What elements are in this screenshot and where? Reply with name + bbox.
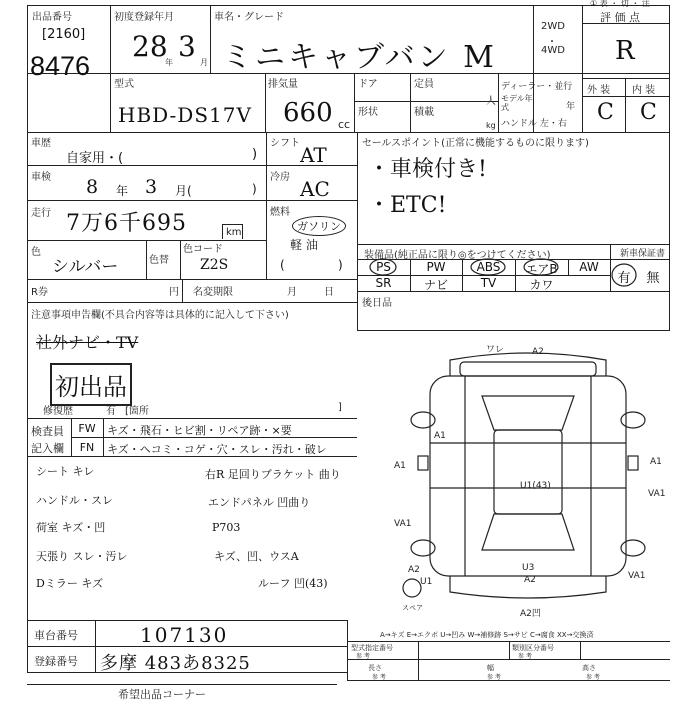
ac-value: AC xyxy=(300,177,330,201)
lot-sub-number: [2160] xyxy=(42,27,86,42)
first-reg-month: 3 xyxy=(178,30,196,63)
mark-a1-front-left: A1 xyxy=(434,431,446,441)
selling-points-label: セールスポイント(正常に機能するものに限ります) xyxy=(362,138,589,149)
desired-corner-label: 希望出品コーナー xyxy=(118,688,206,701)
inspector-label-top: 検査員 xyxy=(31,425,64,438)
mileage-value: 7万6千695 xyxy=(66,211,187,236)
grade-value: R xyxy=(615,36,635,66)
equip-pw: PW xyxy=(426,260,446,274)
recycle-unit: 円 xyxy=(169,287,179,298)
chassis-label: 車台番号 xyxy=(34,629,78,642)
interior-grade: C xyxy=(640,100,657,125)
mark-a1-right: A1 xyxy=(650,457,662,467)
lot-number-label: 出品番号 xyxy=(32,12,72,23)
equip-ps: PS xyxy=(376,260,391,274)
repair-place-close: ] xyxy=(338,402,342,413)
load-unit: kg xyxy=(486,121,496,130)
height-label: 高さ xyxy=(582,664,596,672)
top-note: ① 表 ・ 切 ・ 注 xyxy=(590,0,650,8)
mark-u1-rear: U1 xyxy=(420,577,433,587)
airbag-circle xyxy=(524,259,558,275)
displacement-label: 排気量 xyxy=(268,79,298,90)
rear-seat-label: 後日品 xyxy=(362,298,392,309)
inspection-year-unit: 年 xyxy=(116,184,129,198)
comment-end-panel: エンドパネル 凹曲り xyxy=(208,496,311,509)
inspection-month-unit: 月( xyxy=(175,184,192,198)
equip-leather: カワ xyxy=(529,278,554,292)
shape-label: 形状 xyxy=(358,107,378,118)
fuel-paren-open: ( xyxy=(280,258,285,272)
inspection-month: 3 xyxy=(145,176,158,198)
color-code: Z2S xyxy=(200,257,229,273)
ps-circle xyxy=(370,259,396,275)
comment-handle: ハンドル・スレ xyxy=(36,494,113,507)
height-ref: 参 考 xyxy=(586,674,600,681)
wheel-rear-right xyxy=(621,540,645,556)
mark-u1-roof: U1(43) xyxy=(520,481,551,491)
repair-place-label: [箇所 xyxy=(125,406,149,417)
fw-code: FW xyxy=(78,422,96,435)
registration-number: 多摩 483あ8325 xyxy=(100,653,251,674)
fn-items: キズ・ヘコミ・コゲ・穴・スレ・汚れ・破レ xyxy=(107,443,327,456)
windshield xyxy=(482,396,574,430)
history-value: 自家用・( xyxy=(66,151,124,166)
class-label: 類別区分番号 xyxy=(512,644,554,652)
comment-mirror: Dミラー キズ xyxy=(36,577,104,590)
inspector-label-bottom: 記入欄 xyxy=(31,442,64,455)
exterior-grade: C xyxy=(597,100,614,125)
ac-label: 冷房 xyxy=(270,172,290,183)
model-year-label: モデル年式 xyxy=(501,94,533,112)
car-name: ミニキャブバン M xyxy=(222,40,497,75)
name-change-label: 名変期限 xyxy=(193,287,233,298)
damage-legend: A→キズ E→エクボ U→凹み W→補修跡 S→サビ C→腐食 XX→交換済 xyxy=(380,631,594,639)
equip-airbag: エアB xyxy=(525,262,558,276)
mark-a2-dent: A2凹 xyxy=(520,609,541,618)
mark-a2-top: A2 xyxy=(532,347,544,357)
model-label: 型式 xyxy=(114,79,134,90)
shift-label: シフト xyxy=(270,138,300,149)
comment-cargo: 荷室 キズ・凹 xyxy=(36,521,106,534)
mark-va1-rear: VA1 xyxy=(628,571,646,581)
warranty-yes: 有 xyxy=(617,271,631,286)
equipment-label: 装備品(純正品に限り◎をつけてください) xyxy=(364,250,551,261)
equipment-circles xyxy=(357,244,670,294)
vehicle-damage-diagram xyxy=(390,338,670,618)
abs-circle xyxy=(471,259,505,275)
repair-history-label: 修復歴 xyxy=(43,406,73,417)
comment-scratch: キズ、凹、ウスA xyxy=(214,550,299,563)
equip-tv: TV xyxy=(480,276,497,290)
mileage-unit: km xyxy=(226,227,242,238)
selling-point-1: ・車検付き! xyxy=(368,157,487,182)
wheel-rear-left xyxy=(411,540,435,556)
class-ref: 参 考 xyxy=(518,653,532,660)
dealer-label: ディーラー・並行 xyxy=(501,82,573,92)
displacement-unit: cc xyxy=(338,118,351,131)
rear-window xyxy=(482,514,574,550)
length-label: 長さ xyxy=(368,664,382,672)
first-reg-year: 28 xyxy=(132,30,168,63)
color-value: シルバー xyxy=(52,257,119,277)
mark-crack: ワレ xyxy=(486,345,505,355)
color-change-label: 色替 xyxy=(149,255,169,266)
capacity-unit: 人 xyxy=(486,96,496,107)
inspection-close: ) xyxy=(252,182,257,196)
selling-point-2: ・ETC! xyxy=(368,193,447,218)
drive-2wd: 2WD xyxy=(541,21,565,32)
displacement: 660 xyxy=(283,98,333,128)
designated-label: 型式指定番号 xyxy=(351,644,393,652)
equip-aw: AW xyxy=(579,260,599,274)
exterior-label: 外 装 xyxy=(587,85,611,96)
fw-items: キズ・飛石・ヒビ割・リペア跡・×要 xyxy=(107,424,292,437)
mark-a1-left: A1 xyxy=(394,461,406,471)
car-name-label: 車名・グレード xyxy=(214,12,284,23)
wheel-front-right xyxy=(621,412,645,428)
comment-seat: シート キレ xyxy=(36,465,95,478)
handle-label: ハンドル 左・右 xyxy=(501,119,567,129)
spare-label: スペア xyxy=(402,604,423,612)
mark-a2-rear-left: A2 xyxy=(408,565,420,575)
model-code: HBD-DS17V xyxy=(118,103,252,127)
drive-separator: ・ xyxy=(547,37,557,48)
notes-struck-text: 社外ナビ・TV xyxy=(36,333,139,352)
body-outline xyxy=(430,376,626,576)
wheel-front-left xyxy=(411,412,435,428)
color-label: 色 xyxy=(31,247,41,258)
length-ref: 参 考 xyxy=(372,674,386,681)
equip-abs: ABS xyxy=(476,260,501,274)
history-close: ) xyxy=(252,147,258,162)
name-change-month: 月 xyxy=(287,287,297,298)
spare-tire xyxy=(403,579,421,597)
model-year-unit: 年 xyxy=(566,102,576,112)
warranty-no: 無 xyxy=(646,271,660,286)
notes-label: 注意事項申告欄(不具合内容等は具体的に記入して下さい) xyxy=(31,310,289,321)
comment-bracket: 右R 足回りブラケット 曲り xyxy=(205,468,341,481)
comment-ceiling: 天張り スレ・汚レ xyxy=(36,550,128,563)
interior-label: 内 装 xyxy=(632,85,656,96)
warranty-label: 新車保証書 xyxy=(620,249,666,259)
fuel-paren-close: ) xyxy=(338,258,343,272)
equip-navi: ナビ xyxy=(423,278,448,292)
warranty-circle xyxy=(612,264,636,286)
comment-roof: ルーフ 凹(43) xyxy=(258,577,328,590)
comment-p703: P703 xyxy=(212,521,241,534)
fn-code: FN xyxy=(79,441,95,454)
door-label: ドア xyxy=(358,79,378,90)
grade-label: 評 価 点 xyxy=(600,11,640,24)
registration-label: 登録番号 xyxy=(34,655,78,668)
first-reg-month-unit: 月 xyxy=(200,58,208,67)
first-listing-stamp: 初出品 xyxy=(50,363,132,406)
front-bumper xyxy=(450,353,606,376)
mark-a2-rear: A2 xyxy=(524,575,536,585)
capacity-label: 定員 xyxy=(414,79,434,90)
chassis-number: 107130 xyxy=(140,623,229,647)
fuel-alt: 軽 油 xyxy=(290,238,318,252)
mileage-label: 走行 xyxy=(31,208,51,219)
fuel-label: 燃料 xyxy=(270,207,290,218)
drive-4wd: 4WD xyxy=(541,45,565,56)
name-change-day: 日 xyxy=(324,287,334,298)
load-label: 積載 xyxy=(414,107,434,118)
inspection-year: 8 xyxy=(86,176,99,198)
width-ref: 参 考 xyxy=(487,674,501,681)
fuel-value: ガソリン xyxy=(292,216,346,236)
lot-number: 8476 xyxy=(30,51,91,81)
first-reg-year-unit: 年 xyxy=(165,58,173,67)
mark-va1-right: VA1 xyxy=(648,489,666,499)
first-reg-label: 初度登録年月 xyxy=(114,12,174,23)
width-label: 幅 xyxy=(487,664,494,672)
mark-u3: U3 xyxy=(522,563,535,573)
shift-value: AT xyxy=(300,143,327,167)
designated-ref: 参 考 xyxy=(356,653,370,660)
equip-sr: SR xyxy=(375,276,392,290)
repair-history-value: 有 xyxy=(106,406,116,417)
inspection-label: 車検 xyxy=(31,172,51,183)
history-label: 車歴 xyxy=(31,138,51,149)
recycle-label: R券 xyxy=(31,287,48,298)
color-code-label: 色コード xyxy=(183,244,223,255)
mark-va1-left: VA1 xyxy=(394,519,412,529)
